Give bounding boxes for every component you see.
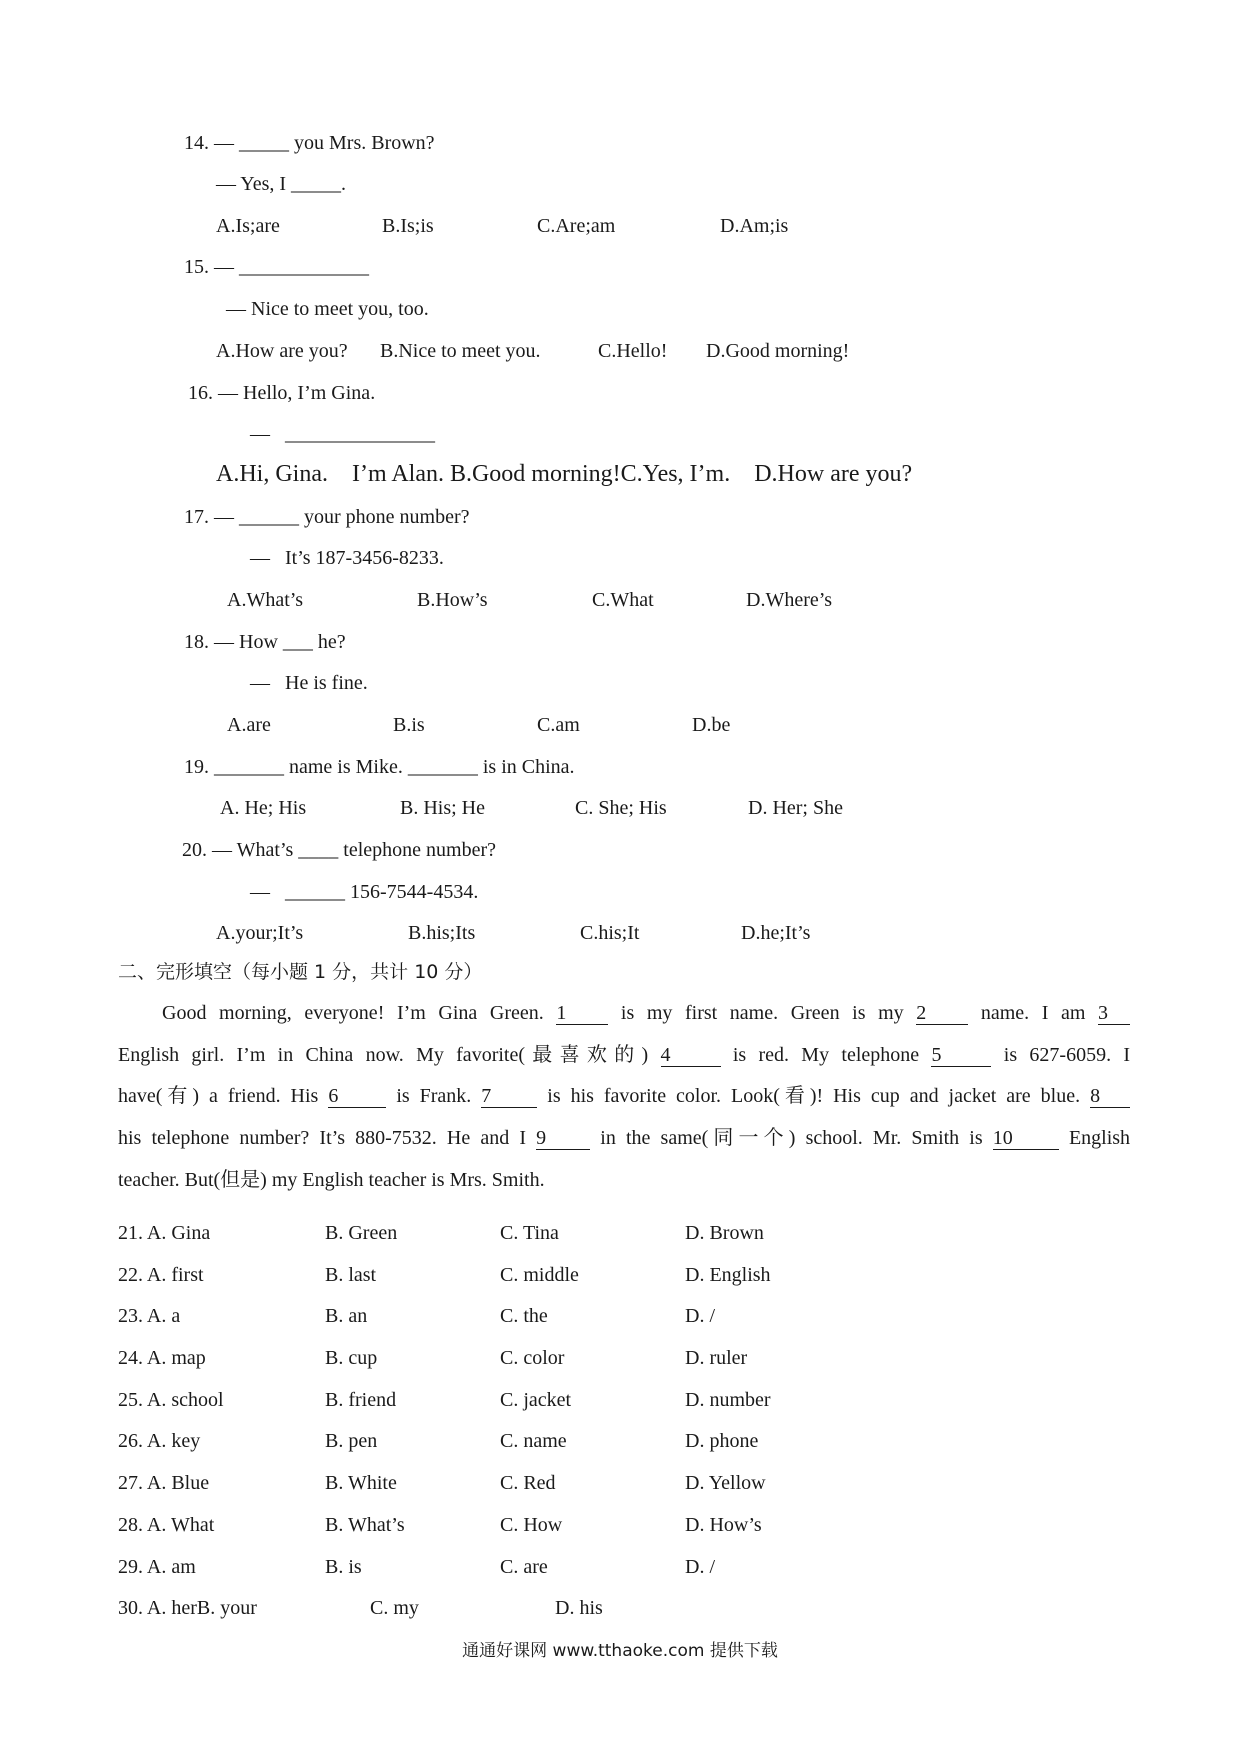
choice-24-a: 24. A. map — [118, 1347, 206, 1369]
choice-21-c: C. Tina — [500, 1222, 559, 1244]
option-b: B. His; He — [400, 797, 485, 819]
blank-10: 10 — [993, 1127, 1059, 1150]
cloze-passage — [118, 993, 1130, 1202]
choice-21-b: B. Green — [325, 1222, 398, 1244]
choice-28-a: 28. A. What — [118, 1514, 215, 1536]
passage-line: have(有) a friend. His 6 is Frank. 7 is his favorite color. Look(看)! His cup and jacket are blue. 8 — [118, 1076, 1130, 1118]
choice-23-b: B. an — [325, 1305, 368, 1327]
option-d: D. Her; She — [748, 797, 843, 819]
option-a: A.Is;are — [216, 215, 280, 237]
option-c: C.Hello! — [598, 340, 668, 362]
choice-28-d: D. How’s — [685, 1514, 762, 1536]
choice-24-c: C. color — [500, 1347, 565, 1369]
choice-22-b: B. last — [325, 1264, 377, 1286]
passage-line: his telephone number? It’s 880-7532. He and I 9 in the same(同一个) school. Mr. Smith is 10 English — [118, 1127, 1131, 1150]
option-a: A.What’s — [227, 589, 304, 611]
choice-24-b: B. cup — [325, 1347, 378, 1369]
choice-23-c: C. the — [500, 1305, 548, 1327]
passage-line: Good morning, everyone! I’m Gina Green. 1 is my first name. Green is my 2 name. I am 3 — [118, 993, 1130, 1035]
choice-22-d: D. English — [685, 1264, 771, 1286]
blank-9: 9 — [536, 1127, 590, 1150]
option-c: C.Are;am — [537, 215, 616, 237]
choice-27-a: 27. A. Blue — [118, 1472, 210, 1494]
choice-27-b: B. White — [325, 1472, 397, 1494]
option-b: B.Is;is — [382, 215, 434, 237]
option-b: B.Nice to meet you. — [380, 340, 541, 362]
option-d: D.Where’s — [746, 589, 833, 611]
option-d: D.Good morning! — [706, 340, 850, 362]
blank-4: 4 — [661, 1044, 721, 1067]
choice-23-d: D. / — [685, 1305, 715, 1327]
choice-28-c: C. How — [500, 1514, 563, 1536]
choice-26-d: D. phone — [685, 1430, 759, 1452]
choice-29-d: D. / — [685, 1556, 715, 1578]
blank-8: 8 — [1090, 1085, 1130, 1108]
answer-text: — Yes, I _____. — [216, 173, 347, 195]
question-text: 16. — Hello, I’m Gina. — [188, 382, 376, 404]
choice-28-b: B. What’s — [325, 1514, 405, 1536]
choice-25-c: C. jacket — [500, 1389, 572, 1411]
blank-1: 1 — [556, 1002, 608, 1025]
choice-29-a: 29. A. am — [118, 1556, 196, 1578]
answer-text: — _______________ — [250, 423, 435, 445]
option-a: A.are — [227, 714, 271, 736]
option-b: B.is — [393, 714, 425, 736]
question-text: 18. — How ___ he? — [184, 631, 346, 653]
answer-text: — He is fine. — [250, 672, 368, 694]
options-line: A.Hi, Gina. I’m Alan. B.Good morning!C.Yes, I’m. D.How are you? — [216, 461, 913, 487]
passage-line: teacher. But(但是) my English teacher is Mrs. Smith. — [118, 1168, 545, 1191]
choice-27-d: D. Yellow — [685, 1472, 766, 1494]
option-a: A.How are you? — [216, 340, 348, 362]
answer-text: — ______ 156-7544-4534. — [250, 881, 479, 903]
option-c: C.What — [592, 589, 654, 611]
blank-5: 5 — [931, 1044, 991, 1067]
option-c: C. She; His — [575, 797, 667, 819]
blank-2: 2 — [916, 1002, 968, 1025]
question-text: 19. _______ name is Mike. _______ is in China. — [184, 756, 575, 778]
option-c: C.am — [537, 714, 580, 736]
choice-26-a: 26. A. key — [118, 1430, 201, 1452]
choice-24-d: D. ruler — [685, 1347, 748, 1369]
option-a: A. He; His — [220, 797, 307, 819]
choice-23-a: 23. A. a — [118, 1305, 181, 1327]
passage-line: English girl. I’m in China now. My favorite(最喜欢的) 4 is red. My telephone 5 is 627-6059. I — [118, 1043, 1131, 1066]
choice-25-a: 25. A. school — [118, 1389, 224, 1411]
choice-21-a: 21. A. Gina — [118, 1222, 211, 1244]
option-d: D.be — [692, 714, 731, 736]
choice-26-b: B. pen — [325, 1430, 378, 1452]
choice-29-b: B. is — [325, 1556, 362, 1578]
blank-6: 6 — [328, 1085, 386, 1108]
choice-30-c: C. my — [370, 1597, 419, 1619]
option-b: B.How’s — [417, 589, 488, 611]
question-text: 14. — _____ you Mrs. Brown? — [184, 132, 435, 154]
section-heading: 二、完形填空（每小题 1 分，共计 10 分） — [118, 961, 483, 983]
option-a: A.your;It’s — [216, 922, 304, 944]
choice-22-a: 22. A. first — [118, 1264, 204, 1286]
option-c: C.his;It — [580, 922, 640, 944]
option-d: D.Am;is — [720, 215, 789, 237]
choice-26-c: C. name — [500, 1430, 567, 1452]
page-footer: 通通好课网 www.tthaoke.com 提供下载 — [462, 1641, 778, 1661]
choice-22-c: C. middle — [500, 1264, 579, 1286]
question-text: 20. — What’s ____ telephone number? — [182, 839, 497, 861]
question-text: 15. — _____________ — [184, 256, 369, 278]
choice-25-d: D. number — [685, 1389, 771, 1411]
option-b: B.his;Its — [408, 922, 476, 944]
blank-7: 7 — [481, 1085, 537, 1108]
blank-3: 3 — [1098, 1002, 1130, 1025]
option-d: D.he;It’s — [741, 922, 811, 944]
answer-text: — It’s 187-3456-8233. — [250, 547, 444, 569]
choice-30-ab: 30. A. herB. your — [118, 1597, 257, 1619]
choice-29-c: C. are — [500, 1556, 548, 1578]
question-text: 17. — ______ your phone number? — [184, 506, 470, 528]
choice-25-b: B. friend — [325, 1389, 397, 1411]
choice-27-c: C. Red — [500, 1472, 556, 1494]
answer-text: — Nice to meet you, too. — [226, 298, 429, 320]
choice-30-d: D. his — [555, 1597, 603, 1619]
choice-21-d: D. Brown — [685, 1222, 764, 1244]
